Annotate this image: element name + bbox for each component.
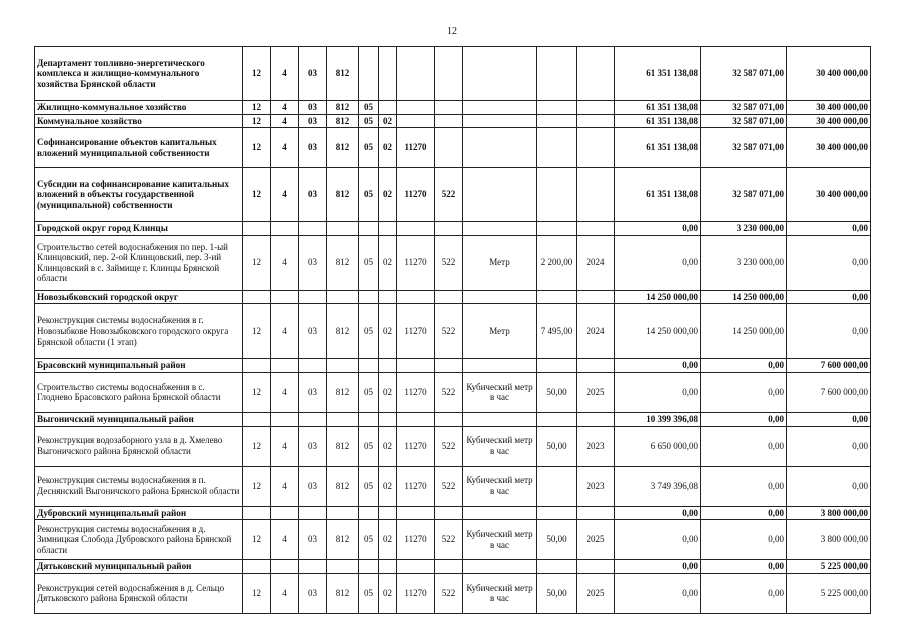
cell-code-2: 4: [271, 426, 299, 466]
cell-year: [577, 47, 615, 101]
cell-expense-type: 522: [435, 168, 463, 222]
cell-amount-3: 0,00: [787, 304, 871, 359]
cell-amount-3: 7 600 000,00: [787, 372, 871, 412]
cell-subsection: [379, 412, 397, 426]
cell-code-1: 12: [243, 426, 271, 466]
cell-capacity: [537, 128, 577, 168]
cell-code-4: 812: [327, 573, 359, 613]
table-row: [35, 466, 871, 506]
cell-unit: [463, 222, 537, 236]
cell-code-4: [327, 359, 359, 373]
cell-code-4: [327, 506, 359, 520]
cell-amount-1: 61 351 138,08: [615, 101, 701, 115]
cell-subsection: 02: [379, 304, 397, 359]
cell-year: [577, 101, 615, 115]
cell-year: 2023: [577, 466, 615, 506]
cell-code-2: [271, 290, 299, 304]
cell-name: Жилищно-коммунальное хозяйство: [35, 101, 243, 115]
cell-code-1: 12: [243, 235, 271, 290]
cell-subsection: 02: [379, 520, 397, 560]
cell-code-1: 12: [243, 372, 271, 412]
cell-code-1: 12: [243, 466, 271, 506]
cell-subsection: 02: [379, 573, 397, 613]
table-row: [35, 560, 871, 574]
cell-target-article: 11270: [397, 520, 435, 560]
cell-code-1: 12: [243, 101, 271, 115]
cell-year: [577, 506, 615, 520]
cell-year: [577, 290, 615, 304]
cell-code-3: 03: [299, 128, 327, 168]
cell-amount-1: 0,00: [615, 520, 701, 560]
cell-year: [577, 114, 615, 128]
cell-section: [359, 359, 379, 373]
cell-capacity: 50,00: [537, 520, 577, 560]
cell-unit: Кубический метр в час: [463, 426, 537, 466]
cell-amount-1: 0,00: [615, 372, 701, 412]
cell-name: Строительство сетей водоснабжения по пер. 1-ый Клинцовский, пер. 2-ой Клинцовский, пер. 3-ий Клинцовский в с. Займище г. Клинцы Брянской области: [35, 235, 243, 290]
cell-target-article: [397, 412, 435, 426]
cell-section: [359, 560, 379, 574]
cell-name: Реконструкция водозаборного узла в д. Хмелево Выгоничского района Брянской области: [35, 426, 243, 466]
cell-amount-2: 3 230 000,00: [701, 222, 787, 236]
cell-section: [359, 506, 379, 520]
cell-code-4: 812: [327, 520, 359, 560]
cell-unit: [463, 128, 537, 168]
cell-amount-2: 0,00: [701, 573, 787, 613]
cell-code-2: 4: [271, 168, 299, 222]
cell-code-3: [299, 359, 327, 373]
cell-expense-type: 522: [435, 426, 463, 466]
cell-target-article: [397, 290, 435, 304]
cell-amount-3: 0,00: [787, 426, 871, 466]
cell-capacity: [537, 359, 577, 373]
table-row: [35, 222, 871, 236]
cell-target-article: 11270: [397, 235, 435, 290]
cell-capacity: 50,00: [537, 426, 577, 466]
cell-amount-1: 0,00: [615, 359, 701, 373]
table-row: [35, 47, 871, 101]
cell-subsection: [379, 47, 397, 101]
cell-target-article: 11270: [397, 573, 435, 613]
cell-section: [359, 222, 379, 236]
cell-year: [577, 222, 615, 236]
cell-unit: [463, 359, 537, 373]
cell-name: Департамент топливно-энергетического комплекса и жилищно-коммунального хозяйства Брянской области: [35, 47, 243, 101]
cell-subsection: 02: [379, 168, 397, 222]
cell-unit: Метр: [463, 304, 537, 359]
cell-capacity: 50,00: [537, 372, 577, 412]
cell-amount-2: 3 230 000,00: [701, 235, 787, 290]
cell-year: [577, 168, 615, 222]
cell-unit: [463, 168, 537, 222]
cell-code-4: [327, 412, 359, 426]
cell-code-1: [243, 412, 271, 426]
cell-amount-2: 0,00: [701, 426, 787, 466]
cell-year: 2025: [577, 520, 615, 560]
cell-target-article: 11270: [397, 466, 435, 506]
cell-target-article: 11270: [397, 304, 435, 359]
cell-amount-2: 0,00: [701, 359, 787, 373]
cell-code-4: 812: [327, 372, 359, 412]
cell-name: Софинансирование объектов капитальных вложений муниципальной собственности: [35, 128, 243, 168]
cell-code-4: 812: [327, 304, 359, 359]
cell-code-1: 12: [243, 304, 271, 359]
cell-year: [577, 560, 615, 574]
cell-expense-type: 522: [435, 573, 463, 613]
cell-amount-2: 32 587 071,00: [701, 101, 787, 115]
cell-code-1: 12: [243, 114, 271, 128]
cell-year: 2025: [577, 372, 615, 412]
table-row: [35, 520, 871, 560]
cell-capacity: [537, 168, 577, 222]
cell-amount-3: 5 225 000,00: [787, 560, 871, 574]
table-row: [35, 426, 871, 466]
cell-year: [577, 359, 615, 373]
cell-expense-type: 522: [435, 235, 463, 290]
cell-amount-3: 5 225 000,00: [787, 573, 871, 613]
table-row: [35, 235, 871, 290]
cell-target-article: [397, 560, 435, 574]
cell-code-4: [327, 222, 359, 236]
cell-unit: Кубический метр в час: [463, 372, 537, 412]
cell-expense-type: [435, 128, 463, 168]
cell-expense-type: [435, 560, 463, 574]
cell-code-3: 03: [299, 47, 327, 101]
cell-code-1: 12: [243, 168, 271, 222]
cell-expense-type: [435, 47, 463, 101]
cell-unit: [463, 506, 537, 520]
cell-capacity: [537, 506, 577, 520]
cell-code-3: 03: [299, 114, 327, 128]
cell-target-article: 11270: [397, 128, 435, 168]
cell-name: Реконструкция системы водоснабжения в п. Деснянский Выгоничского района Брянской области: [35, 466, 243, 506]
cell-amount-3: 30 400 000,00: [787, 101, 871, 115]
cell-capacity: 2 200,00: [537, 235, 577, 290]
cell-code-4: [327, 560, 359, 574]
cell-amount-1: 61 351 138,08: [615, 168, 701, 222]
cell-code-1: 12: [243, 128, 271, 168]
cell-amount-3: 0,00: [787, 235, 871, 290]
page-number: 12: [447, 26, 457, 37]
cell-code-4: 812: [327, 168, 359, 222]
cell-name: Реконструкция системы водоснабжения в г. Новозыбкове Новозыбковского городского округа Брянской области (1 этап): [35, 304, 243, 359]
cell-unit: [463, 412, 537, 426]
cell-code-3: [299, 412, 327, 426]
cell-section: 05: [359, 372, 379, 412]
cell-subsection: 02: [379, 426, 397, 466]
cell-code-3: 03: [299, 304, 327, 359]
cell-amount-1: 6 650 000,00: [615, 426, 701, 466]
cell-capacity: 7 495,00: [537, 304, 577, 359]
cell-code-4: 812: [327, 114, 359, 128]
cell-unit: Метр: [463, 235, 537, 290]
cell-unit: Кубический метр в час: [463, 466, 537, 506]
cell-amount-2: 32 587 071,00: [701, 47, 787, 101]
cell-code-2: 4: [271, 466, 299, 506]
cell-unit: [463, 560, 537, 574]
table-row: [35, 290, 871, 304]
cell-section: 05: [359, 168, 379, 222]
cell-expense-type: [435, 506, 463, 520]
cell-capacity: 50,00: [537, 573, 577, 613]
cell-target-article: [397, 222, 435, 236]
cell-name: Брасовский муниципальный район: [35, 359, 243, 373]
cell-amount-2: 32 587 071,00: [701, 128, 787, 168]
cell-name: Коммунальное хозяйство: [35, 114, 243, 128]
cell-code-1: [243, 560, 271, 574]
cell-section: 05: [359, 304, 379, 359]
cell-amount-3: 3 800 000,00: [787, 520, 871, 560]
cell-code-2: 4: [271, 520, 299, 560]
cell-capacity: [537, 290, 577, 304]
cell-name: Дятьковский муниципальный район: [35, 560, 243, 574]
cell-target-article: [397, 47, 435, 101]
cell-amount-2: 0,00: [701, 466, 787, 506]
cell-code-2: [271, 412, 299, 426]
cell-amount-1: 61 351 138,08: [615, 128, 701, 168]
cell-amount-3: 30 400 000,00: [787, 168, 871, 222]
cell-subsection: 02: [379, 235, 397, 290]
cell-code-4: 812: [327, 47, 359, 101]
cell-target-article: [397, 506, 435, 520]
cell-code-2: [271, 222, 299, 236]
cell-capacity: [537, 47, 577, 101]
table-row: [35, 114, 871, 128]
cell-expense-type: 522: [435, 304, 463, 359]
cell-section: 05: [359, 520, 379, 560]
cell-capacity: [537, 412, 577, 426]
cell-year: [577, 128, 615, 168]
cell-year: 2024: [577, 304, 615, 359]
cell-amount-3: 0,00: [787, 466, 871, 506]
cell-subsection: 02: [379, 372, 397, 412]
cell-name: Субсидии на софинансирование капитальных вложений в объекты государственной (муниципальной) собственности: [35, 168, 243, 222]
cell-amount-1: 10 399 396,08: [615, 412, 701, 426]
cell-amount-3: 0,00: [787, 412, 871, 426]
cell-section: 05: [359, 573, 379, 613]
cell-subsection: 02: [379, 128, 397, 168]
cell-name: Реконструкция системы водоснабжения в д. Зимницкая Слобода Дубровского района Брянской области: [35, 520, 243, 560]
budget-table: [34, 46, 871, 614]
cell-section: 05: [359, 235, 379, 290]
cell-unit: [463, 101, 537, 115]
cell-name: Городской округ город Клинцы: [35, 222, 243, 236]
cell-code-3: 03: [299, 372, 327, 412]
cell-expense-type: 522: [435, 466, 463, 506]
cell-unit: [463, 47, 537, 101]
cell-amount-2: 14 250 000,00: [701, 304, 787, 359]
cell-section: [359, 47, 379, 101]
cell-name: Выгоничский муниципальный район: [35, 412, 243, 426]
cell-amount-1: 0,00: [615, 235, 701, 290]
cell-amount-1: 61 351 138,08: [615, 47, 701, 101]
cell-code-2: 4: [271, 128, 299, 168]
cell-target-article: [397, 114, 435, 128]
cell-code-1: 12: [243, 520, 271, 560]
cell-unit: Кубический метр в час: [463, 520, 537, 560]
cell-subsection: [379, 359, 397, 373]
table-row: [35, 168, 871, 222]
cell-expense-type: [435, 101, 463, 115]
cell-unit: [463, 290, 537, 304]
cell-subsection: 02: [379, 466, 397, 506]
cell-year: 2024: [577, 235, 615, 290]
table-row: [35, 304, 871, 359]
cell-code-2: 4: [271, 114, 299, 128]
cell-amount-3: 7 600 000,00: [787, 359, 871, 373]
cell-amount-3: 0,00: [787, 290, 871, 304]
cell-subsection: [379, 222, 397, 236]
table-row: [35, 101, 871, 115]
cell-amount-3: 3 800 000,00: [787, 506, 871, 520]
cell-section: 05: [359, 101, 379, 115]
cell-section: [359, 412, 379, 426]
table-row: [35, 359, 871, 373]
cell-amount-1: 61 351 138,08: [615, 114, 701, 128]
cell-target-article: 11270: [397, 372, 435, 412]
cell-subsection: [379, 560, 397, 574]
cell-section: 05: [359, 426, 379, 466]
cell-target-article: 11270: [397, 168, 435, 222]
cell-expense-type: [435, 359, 463, 373]
cell-unit: [463, 114, 537, 128]
cell-code-4: 812: [327, 426, 359, 466]
cell-code-4: 812: [327, 101, 359, 115]
cell-code-3: 03: [299, 235, 327, 290]
cell-amount-1: 0,00: [615, 506, 701, 520]
cell-name: Дубровский муниципальный район: [35, 506, 243, 520]
cell-expense-type: 522: [435, 372, 463, 412]
cell-target-article: 11270: [397, 426, 435, 466]
cell-amount-1: 14 250 000,00: [615, 290, 701, 304]
cell-code-3: 03: [299, 168, 327, 222]
cell-expense-type: [435, 222, 463, 236]
cell-amount-3: 30 400 000,00: [787, 47, 871, 101]
cell-code-1: 12: [243, 573, 271, 613]
cell-subsection: 02: [379, 114, 397, 128]
cell-name: Строительство системы водоснабжения в с. Глоднево Брасовского района Брянской области: [35, 372, 243, 412]
cell-capacity: [537, 222, 577, 236]
cell-code-2: 4: [271, 101, 299, 115]
cell-amount-2: 32 587 071,00: [701, 114, 787, 128]
cell-code-3: [299, 290, 327, 304]
cell-code-3: 03: [299, 573, 327, 613]
cell-amount-2: 0,00: [701, 372, 787, 412]
cell-name: Новозыбковский городской округ: [35, 290, 243, 304]
cell-code-2: 4: [271, 47, 299, 101]
cell-section: 05: [359, 114, 379, 128]
cell-subsection: [379, 290, 397, 304]
cell-amount-2: 0,00: [701, 412, 787, 426]
cell-code-2: [271, 560, 299, 574]
cell-code-3: 03: [299, 101, 327, 115]
cell-amount-1: 0,00: [615, 222, 701, 236]
cell-code-3: 03: [299, 426, 327, 466]
cell-amount-1: 3 749 396,08: [615, 466, 701, 506]
cell-capacity: [537, 101, 577, 115]
cell-code-2: 4: [271, 304, 299, 359]
cell-amount-1: 14 250 000,00: [615, 304, 701, 359]
cell-amount-1: 0,00: [615, 573, 701, 613]
cell-capacity: [537, 466, 577, 506]
cell-code-3: 03: [299, 466, 327, 506]
table-row: [35, 128, 871, 168]
cell-expense-type: [435, 290, 463, 304]
cell-target-article: [397, 101, 435, 115]
cell-code-3: [299, 222, 327, 236]
cell-code-1: [243, 222, 271, 236]
cell-code-2: [271, 359, 299, 373]
cell-code-2: [271, 506, 299, 520]
cell-year: [577, 412, 615, 426]
cell-subsection: [379, 101, 397, 115]
cell-capacity: [537, 560, 577, 574]
table-row: [35, 506, 871, 520]
cell-expense-type: 522: [435, 520, 463, 560]
cell-subsection: [379, 506, 397, 520]
cell-code-4: [327, 290, 359, 304]
cell-year: 2023: [577, 426, 615, 466]
cell-code-4: 812: [327, 466, 359, 506]
cell-code-3: [299, 560, 327, 574]
cell-code-1: [243, 506, 271, 520]
table-row: [35, 573, 871, 613]
cell-amount-3: 30 400 000,00: [787, 128, 871, 168]
cell-expense-type: [435, 114, 463, 128]
cell-amount-2: 0,00: [701, 520, 787, 560]
cell-code-2: 4: [271, 235, 299, 290]
cell-section: 05: [359, 128, 379, 168]
cell-unit: Кубический метр в час: [463, 573, 537, 613]
cell-code-1: [243, 290, 271, 304]
cell-code-4: 812: [327, 128, 359, 168]
cell-code-1: [243, 359, 271, 373]
cell-expense-type: [435, 412, 463, 426]
cell-amount-2: 0,00: [701, 560, 787, 574]
cell-amount-2: 32 587 071,00: [701, 168, 787, 222]
cell-year: 2025: [577, 573, 615, 613]
cell-amount-2: 0,00: [701, 506, 787, 520]
cell-code-2: 4: [271, 372, 299, 412]
cell-code-1: 12: [243, 47, 271, 101]
cell-name: Реконструкция сетей водоснабжения в д. Сельцо Дятьковского района Брянской области: [35, 573, 243, 613]
cell-section: [359, 290, 379, 304]
table-row: [35, 412, 871, 426]
cell-target-article: [397, 359, 435, 373]
cell-amount-3: 0,00: [787, 222, 871, 236]
cell-amount-2: 14 250 000,00: [701, 290, 787, 304]
cell-code-3: 03: [299, 520, 327, 560]
cell-section: 05: [359, 466, 379, 506]
cell-amount-1: 0,00: [615, 560, 701, 574]
cell-code-4: 812: [327, 235, 359, 290]
cell-amount-3: 30 400 000,00: [787, 114, 871, 128]
cell-capacity: [537, 114, 577, 128]
cell-code-3: [299, 506, 327, 520]
table-row: [35, 372, 871, 412]
cell-code-2: 4: [271, 573, 299, 613]
